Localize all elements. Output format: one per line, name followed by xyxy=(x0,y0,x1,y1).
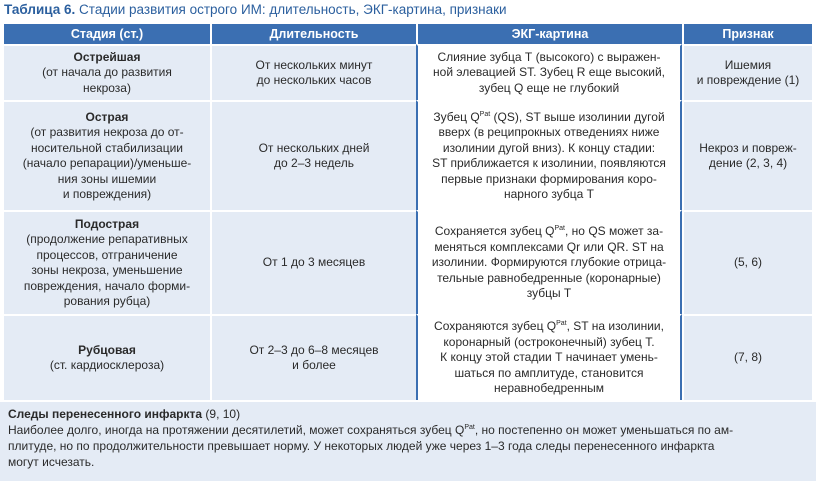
duration-line: От нескольких дней xyxy=(258,140,370,155)
duration-line: От 1 до 3 месяцев xyxy=(262,255,366,270)
table-row xyxy=(4,210,812,314)
sign-cell xyxy=(682,100,812,210)
duration-cell xyxy=(210,210,416,314)
stage-desc-line: и повреждения) xyxy=(62,187,152,201)
ecg-line: шаться по амплитуде, становится xyxy=(454,365,644,380)
sign-line: (7, 8) xyxy=(733,350,762,365)
ecg-line: К концу этой стадии Т начинает умень- xyxy=(440,350,658,365)
table-caption xyxy=(4,2,507,17)
sign-cell xyxy=(682,210,812,314)
stage-cell xyxy=(4,100,210,210)
stages-table xyxy=(4,24,812,400)
duration-line: до 2–3 недель xyxy=(274,156,354,170)
stage-name: Острая xyxy=(85,109,129,124)
stage-cell xyxy=(4,314,210,400)
ecg-cell xyxy=(416,210,682,314)
stage-desc-line: (от развития некроза до от- xyxy=(30,125,184,139)
stage-desc-line: повреждения, начало форми- xyxy=(23,278,191,293)
ecg-line: тельные равнобедренные (коронарные) xyxy=(437,270,661,285)
duration-line: до нескольких часов xyxy=(256,73,372,87)
ecg-line: нарного зубца Т xyxy=(504,187,594,201)
footer-line: могут исчезать. xyxy=(8,455,95,469)
sign-line: дение (2, 3, 4) xyxy=(708,156,788,170)
header-row xyxy=(4,24,812,44)
ecg-line: ной элевацией ST. Зубец R еще высокий, xyxy=(433,65,665,80)
table-caption-label: Таблица 6. xyxy=(4,2,76,17)
ecg-line: вверх (в реципрокных отведениях ниже xyxy=(438,125,660,139)
footer-text xyxy=(8,422,808,470)
stage-desc-line: (продолжение репаративных xyxy=(26,232,188,246)
ecg-line: Слияние зубца Т (высокого) с выражен- xyxy=(437,49,661,64)
ecg-line: изолинии дугой вниз). К концу стадии: xyxy=(442,140,656,155)
stage-name: Подострая xyxy=(74,216,140,231)
sign-line: Некроз и повреж- xyxy=(699,140,797,155)
header-duration: Длительность xyxy=(210,24,416,44)
duration-line: От 2–3 до 6–8 месяцев xyxy=(249,342,379,357)
stage-desc-line: носительной стабилизации xyxy=(30,140,183,155)
footer-line: Наиболее долго, иногда на протяжении десятилетий, может сохраняться зубец $Q^{Pat}$, но постепенно он может уменьшаться по ам- xyxy=(8,423,734,437)
ecg-line: Зубец $Q^{Pat}$ (QS), ST выше изолинии дугой xyxy=(433,109,665,124)
table-row xyxy=(4,314,812,400)
superscript-pat: Pat xyxy=(556,320,567,328)
ecg-line: меняться комплексами Qr или QR. ST на xyxy=(434,239,664,254)
ecg-cell xyxy=(416,100,682,210)
footer-line: плитуде, но по продолжительности превышает норму. У некоторых людей уже через 1–3 года следы перенесенного инфаркта xyxy=(8,439,715,453)
header-ecg: ЭКГ-картина xyxy=(416,24,682,44)
stage-desc-line: зоны некроза, уменьшение xyxy=(31,263,183,277)
ecg-line: первые признаки формирования коро- xyxy=(441,171,657,186)
stage-desc-line: (ст. кардиосклероза) xyxy=(49,358,165,372)
sign-line: (5, 6) xyxy=(733,255,762,270)
sign-line: и повреждение (1) xyxy=(696,73,800,87)
sign-line: Ишемия xyxy=(724,57,772,72)
duration-cell xyxy=(210,44,416,100)
duration-line: и более xyxy=(292,358,336,372)
footer-title-ref: (9, 10) xyxy=(202,407,241,421)
ecg-line: коронарный (остроконечный) зубец Т. xyxy=(443,334,655,349)
footer-title: Следы перенесенного инфаркта xyxy=(8,407,203,421)
header-sign: Признак xyxy=(682,24,812,44)
stage-desc-line: (начало репарации)/уменьше- xyxy=(22,156,192,170)
duration-cell xyxy=(210,100,416,210)
ecg-line: Сохраняется зубец $Q^{Pat}$, но QS может за- xyxy=(434,224,664,239)
ecg-line: зубец Q еще не глубокий xyxy=(478,80,620,95)
ecg-line: зубцы Т xyxy=(526,286,572,301)
superscript-pat: Pat xyxy=(464,424,475,431)
stage-desc-line: процессов, отграничение xyxy=(36,247,178,262)
stage-desc-line: (от начала до развития xyxy=(42,65,172,80)
stage-cell xyxy=(4,210,210,314)
stage-desc-line: рования рубца) xyxy=(63,294,151,308)
sign-cell xyxy=(682,314,812,400)
ecg-line: неравнобедренным xyxy=(494,381,604,396)
table-caption-text: Стадии развития острого ИМ: длительность, ЭКГ-картина, признаки xyxy=(79,2,507,17)
table-row xyxy=(4,100,812,210)
superscript-pat: Pat xyxy=(479,110,491,118)
ecg-cell xyxy=(416,44,682,100)
stage-desc-line: некроза) xyxy=(83,80,131,95)
superscript-pat: Pat xyxy=(554,225,566,233)
footer-note xyxy=(0,402,816,481)
sign-cell xyxy=(682,44,812,100)
duration-line: От нескольких минут xyxy=(255,57,373,72)
ecg-line: Сохраняются зубец $Q^{Pat}$, ST на изолинии, xyxy=(434,319,664,334)
stage-name: Острейшая xyxy=(73,49,141,64)
stage-name: Рубцовая xyxy=(78,342,136,357)
table-row xyxy=(4,44,812,100)
stage-cell xyxy=(4,44,210,100)
header-stage: Стадия (ст.) xyxy=(4,24,210,44)
ecg-line: изолинии. Формируются глубокие отрица- xyxy=(431,255,667,270)
duration-cell xyxy=(210,314,416,400)
ecg-cell xyxy=(416,314,682,400)
ecg-line: ST приближается к изолинии, появляются xyxy=(432,156,666,170)
stage-desc-line: ния зоны ишемии xyxy=(57,171,157,186)
